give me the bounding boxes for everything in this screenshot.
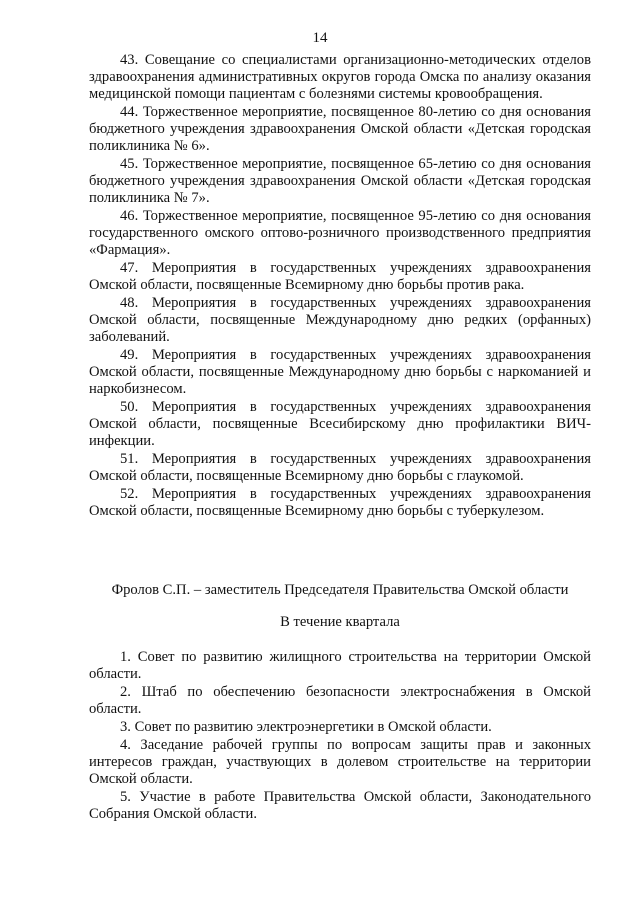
section-heading-official: Фролов С.П. – заместитель Председателя Правительства Омской области [111,582,569,598]
page-number: 14 [312,30,328,46]
agenda-item-45: 45. Торжественное мероприятие, посвященное 65-летию со дня основания бюджетного учреждения здравоохранения Омской области «Детская городская поликлиника № 7». [89,156,591,206]
agenda-item-1: 1. Совет по развитию жилищного строительства на территории Омской области. [89,649,591,682]
agenda-list-section1 [89,52,591,521]
agenda-item-50: 50. Мероприятия в государственных учреждениях здравоохранения Омской области, посвященные Всесибирскому дню профилактики ВИЧ-инфекции. [89,399,591,449]
agenda-item-3: 3. Совет по развитию электроэнергетики в Омской области. [120,719,492,735]
agenda-list-section2 [89,649,591,824]
agenda-item-51: 51. Мероприятия в государственных учреждениях здравоохранения Омской области, посвященные Всемирному дню борьбы с глаукомой. [89,451,591,484]
agenda-item-43: 43. Совещание со специалистами организационно-методических отделов здравоохранения административных округов города Омска по анализу оказания медицинской помощи пациентам с болезнями системы кровообращения. [89,52,591,102]
agenda-item-48: 48. Мероприятия в государственных учреждениях здравоохранения Омской области, посвященные Международному дню редких (орфанных) заболеваний. [89,295,591,345]
agenda-item-49: 49. Мероприятия в государственных учреждениях здравоохранения Омской области, посвященные Международному дню борьбы с наркоманией и наркобизнесом. [89,347,591,397]
agenda-item-4: 4. Заседание рабочей группы по вопросам защиты прав и законных интересов граждан, участвующих в долевом строительстве на территории Омской области. [89,737,591,787]
agenda-item-47: 47. Мероприятия в государственных учреждениях здравоохранения Омской области, посвященные Всемирному дню борьбы против рака. [89,260,591,293]
agenda-item-52: 52. Мероприятия в государственных учреждениях здравоохранения Омской области, посвященные Всемирному дню борьбы с туберкулезом. [89,486,591,519]
agenda-item-44: 44. Торжественное мероприятие, посвященное 80-летию со дня основания бюджетного учреждения здравоохранения Омской области «Детская городская поликлиника № 6». [89,104,591,154]
agenda-item-46: 46. Торжественное мероприятие, посвященное 95-летию со дня основания государственного омского оптово-розничного производственного предприятия «Фармация». [89,208,591,258]
agenda-item-2: 2. Штаб по обеспечению безопасности электроснабжения в Омской области. [89,684,591,717]
agenda-item-5: 5. Участие в работе Правительства Омской области, Законодательного Собрания Омской области. [89,789,591,822]
section-subheading-period: В течение квартала [280,614,400,630]
